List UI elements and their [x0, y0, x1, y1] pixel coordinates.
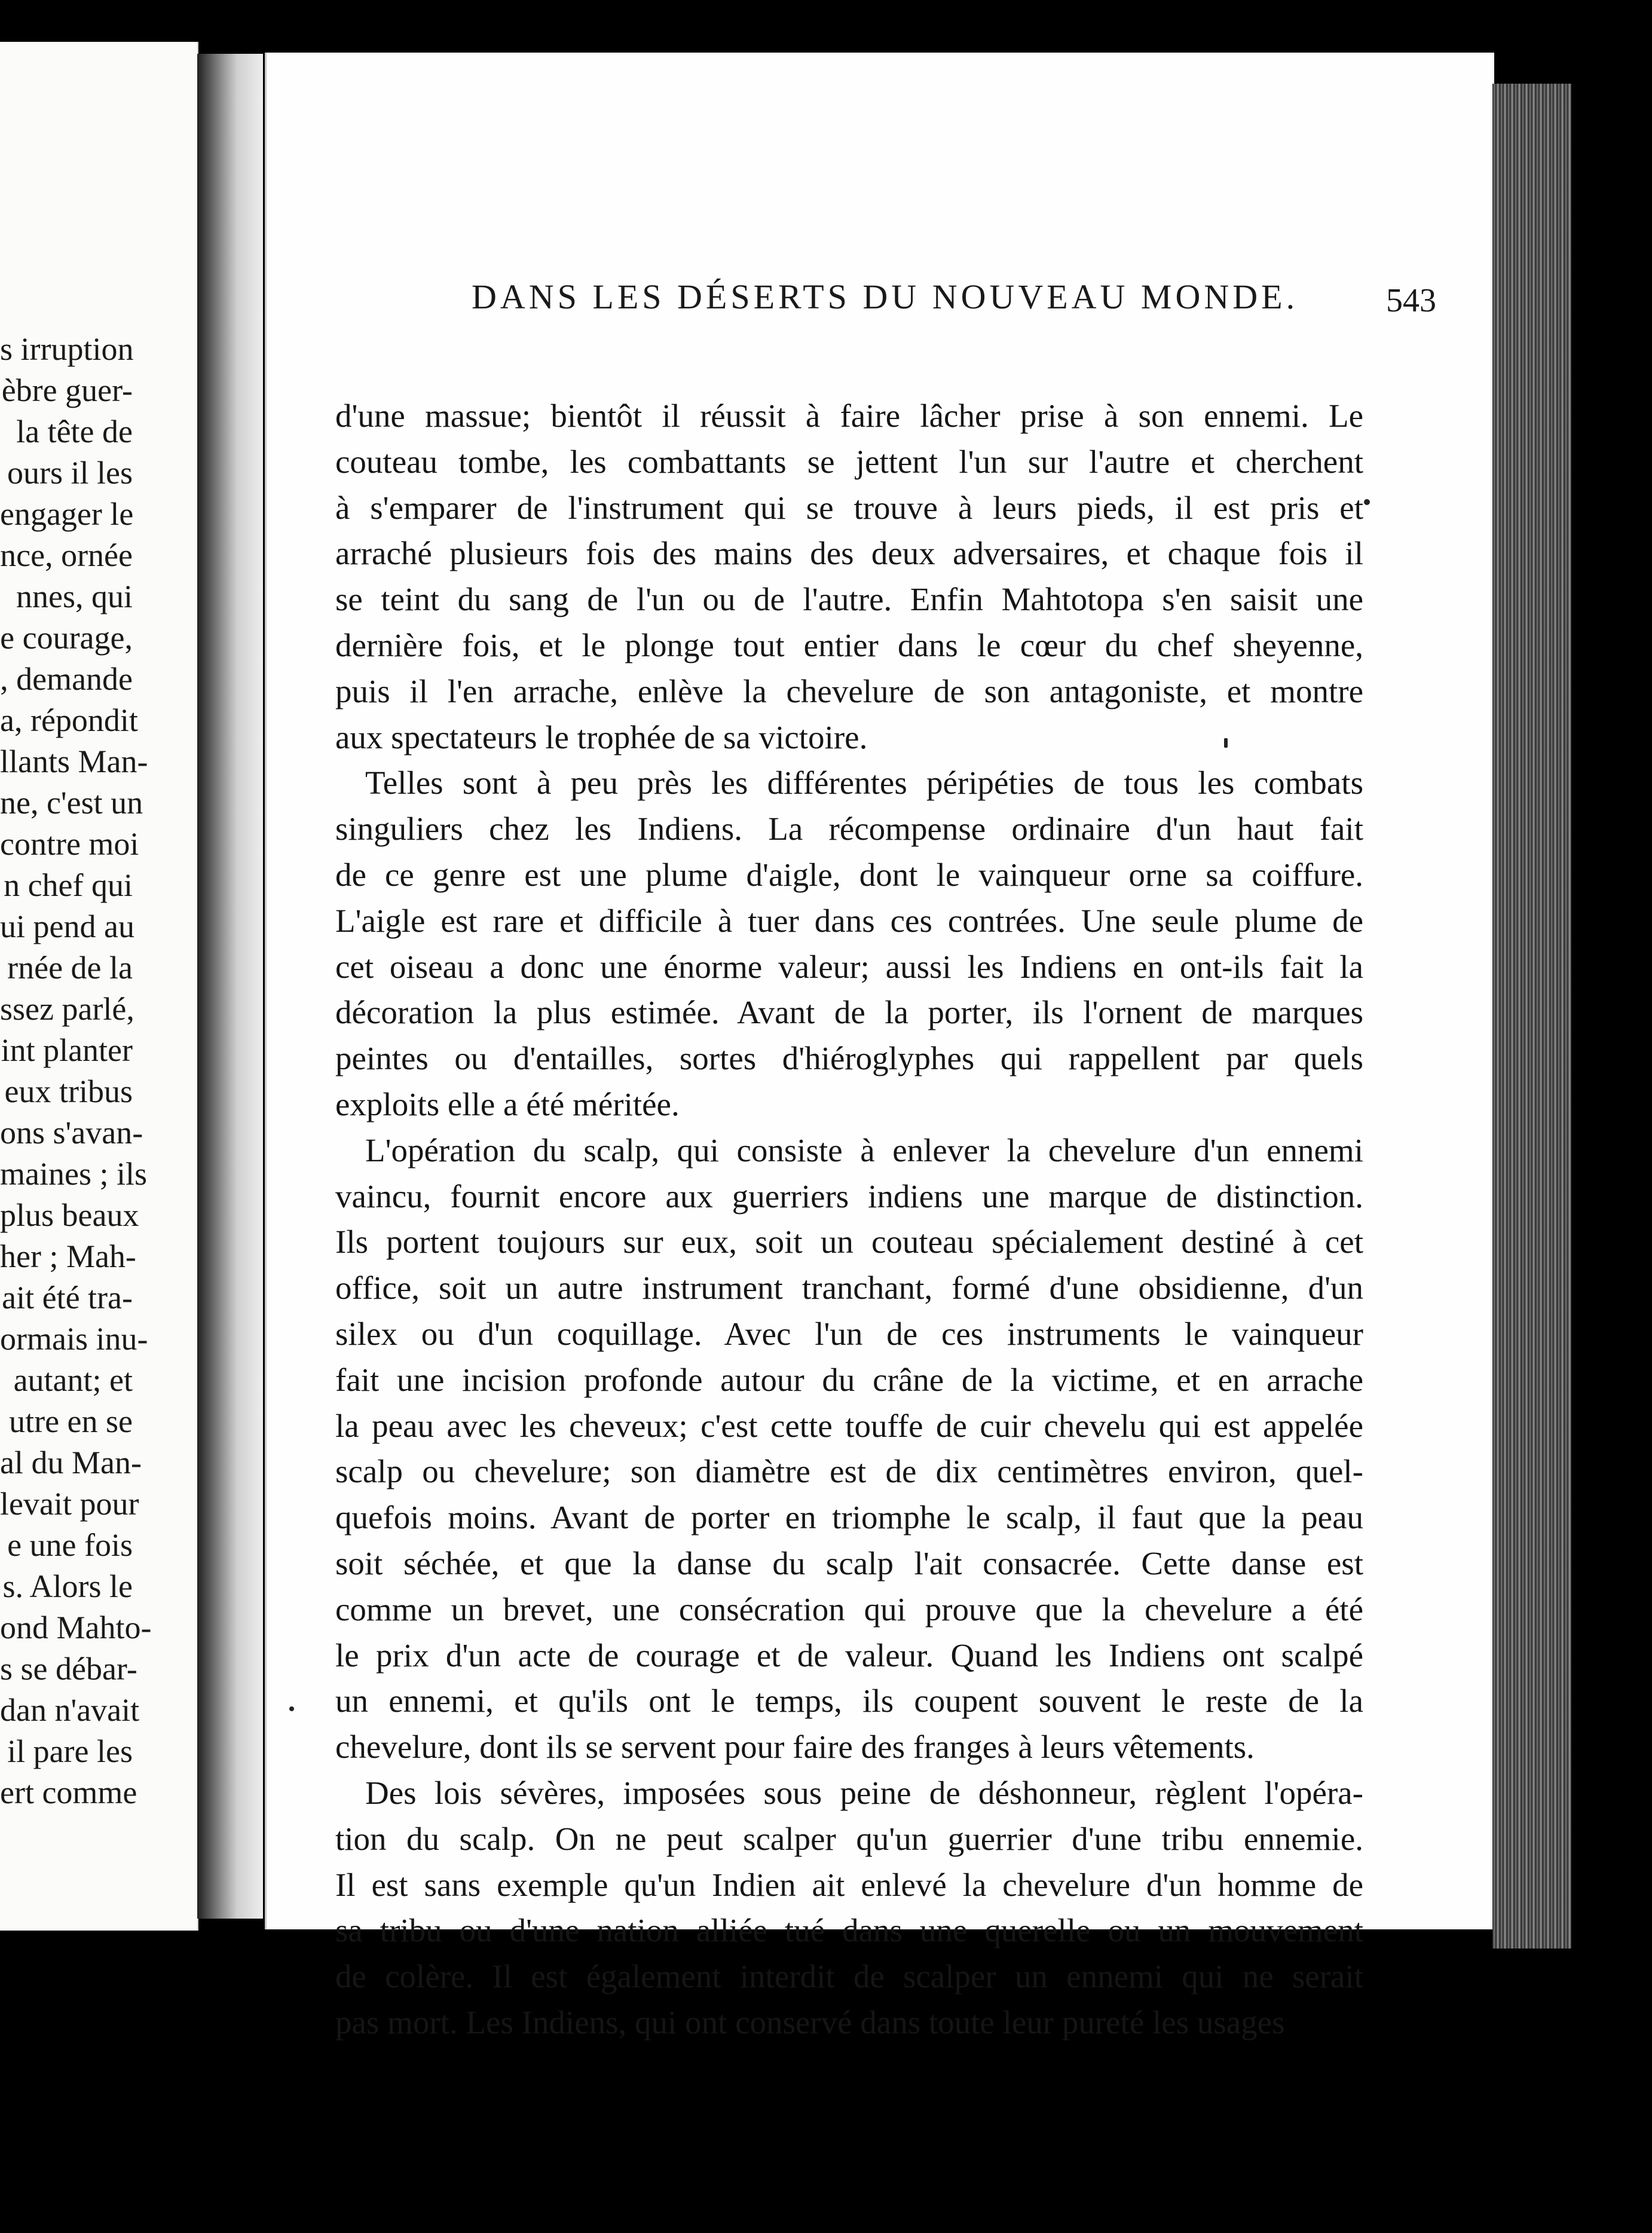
previous-page-line: il pare les — [7, 1733, 133, 1769]
text-line: Il est sans exemple qu'un Indien ait enlevé la chevelure d'un homme de — [335, 1866, 1363, 1903]
previous-page-line: engager le — [0, 496, 134, 532]
previous-page-line: dan n'avait — [0, 1692, 140, 1728]
text-line: aux spectateurs le trophée de sa victoire. — [335, 718, 868, 755]
speck-mark — [289, 1706, 294, 1711]
text-line: de colère. Il est également interdit de scalper un ennemi qui ne serait — [335, 1958, 1363, 1995]
previous-page-line: ons s'avan- — [0, 1115, 143, 1151]
previous-page-line: e une fois — [7, 1527, 133, 1563]
previous-page-line: ormais inu- — [0, 1321, 148, 1357]
text-line: fait une incision profonde autour du crâne de la victime, et en arrache — [335, 1361, 1363, 1398]
previous-page-line: nnes, qui — [16, 579, 133, 614]
text-line: puis il l'en arrache, enlève la chevelure de son antagoniste, et montre — [335, 672, 1363, 709]
page-edges-stack — [1492, 84, 1571, 1948]
previous-page-text — [0, 329, 152, 1813]
text-line: d'une massue; bientôt il réussit à faire lâcher prise à son ennemi. Le — [335, 397, 1363, 434]
paragraph — [335, 393, 1363, 760]
previous-page-line: contre moi — [0, 826, 139, 862]
text-line: vaincu, fournit encore aux guerriers indiens une marque de distinction. — [335, 1177, 1363, 1215]
text-line: scalp ou chevelure; son diamètre est de dix centimètres environ, quel- — [335, 1453, 1363, 1490]
previous-page-line: plus beaux — [0, 1197, 139, 1233]
speck-mark — [1224, 738, 1228, 748]
previous-page-line: s irruption — [0, 331, 134, 367]
speck-mark — [1364, 499, 1370, 505]
text-line: L'opération du scalp, qui consiste à enlever la chevelure d'un ennemi — [365, 1131, 1363, 1168]
text-line: office, soit un autre instrument tranchant, formé d'une obsidienne, d'un — [335, 1270, 1363, 1307]
previous-page-line: rnée de la — [7, 950, 133, 986]
book-gutter-shadow — [197, 54, 263, 1919]
text-line: décoration la plus estimée. Avant de la porter, ils l'ornent de marques — [335, 994, 1363, 1031]
text-line: quefois moins. Avant de porter en triomphe le scalp, il faut que la peau — [335, 1499, 1363, 1536]
previous-page-line: s se débar- — [0, 1651, 137, 1687]
previous-page-line: ait été tra- — [2, 1280, 133, 1316]
text-line: le prix d'un acte de courage et de valeur. Quand les Indiens ont scalpé — [335, 1636, 1363, 1674]
previous-page-fragment — [0, 42, 198, 1931]
previous-page-line: la tête de — [16, 414, 133, 449]
previous-page-line: eux tribus — [4, 1073, 133, 1109]
page — [265, 53, 1494, 2041]
body-text — [335, 393, 1363, 2046]
text-line: singuliers chez les Indiens. La récompense ordinaire d'un haut fait — [335, 810, 1363, 848]
text-line: L'aigle est rare et difficile à tuer dans ces contrées. Une seule plume de — [335, 902, 1363, 939]
text-line: sa tribu ou d'une nation alliée tué dans une querelle ou un mouvement — [335, 1912, 1363, 1949]
previous-page-line: autant; et — [13, 1362, 133, 1398]
running-head: DANS LES DÉSERTS DU NOUVEAU MONDE. — [472, 277, 1299, 316]
previous-page-line: int planter — [1, 1032, 133, 1068]
text-line: Telles sont à peu près les différentes péripéties de tous les combats — [365, 764, 1363, 802]
previous-page-line: ssez parlé, — [0, 991, 134, 1027]
previous-page-line: llants Man- — [0, 744, 148, 779]
previous-page-line: ui pend au — [0, 909, 134, 944]
text-line: peintes ou d'entailles, sortes d'hiéroglyphes qui rappellent par quels — [335, 1040, 1363, 1077]
paragraph — [335, 1128, 1363, 1770]
text-line: tion du scalp. On ne peut scalper qu'un guerrier d'une tribu ennemie. — [335, 1820, 1363, 1857]
text-line: de ce genre est une plume d'aigle, dont le vainqueur orne sa coiffure. — [335, 856, 1363, 893]
previous-page-line: s. Alors le — [2, 1568, 133, 1604]
previous-page-line: maines ; ils — [0, 1156, 147, 1192]
text-line: cet oiseau a donc une énorme valeur; aussi les Indiens en ont-ils fait la — [335, 948, 1363, 985]
text-line: Ils portent toujours sur eux, soit un couteau spécialement destiné à cet — [335, 1223, 1363, 1261]
text-line: pas mort. Les Indiens, qui ont conservé dans toute leur pureté les usages — [335, 2003, 1285, 2041]
text-line: exploits elle a été méritée. — [335, 1085, 680, 1122]
paragraph — [335, 1770, 1363, 2046]
previous-page-line: al du Man- — [0, 1445, 142, 1480]
text-line: couteau tombe, les combattants se jettent l'un sur l'autre et cherchent — [335, 443, 1363, 480]
previous-page-line: utre en se — [9, 1403, 133, 1439]
previous-page-line: ours il les — [7, 455, 133, 491]
previous-page-line: e courage, — [0, 620, 133, 656]
previous-page-line: nce, ornée — [0, 537, 133, 573]
text-line: un ennemi, et qu'ils ont le temps, ils coupent souvent le reste de la — [335, 1683, 1363, 1720]
text-line: se teint du sang de l'un ou de l'autre. Enfin Mahtotopa s'en saisit une — [335, 581, 1363, 618]
previous-page-line: ne, c'est un — [0, 785, 143, 821]
page-number: 543 — [1386, 282, 1436, 319]
text-line: la peau avec les cheveux; c'est cette touffe de cuir chevelu qui est appelée — [335, 1407, 1363, 1444]
text-line: soit séchée, et que la danse du scalp l'ait consacrée. Cette danse est — [335, 1544, 1363, 1582]
previous-page-line: her ; Mah- — [0, 1238, 136, 1274]
previous-page-line: levait pour — [0, 1486, 139, 1522]
text-line: à s'emparer de l'instrument qui se trouve à leurs pieds, il est pris et — [335, 489, 1363, 526]
text-line: chevelure, dont ils se servent pour faire des franges à leurs vêtements. — [335, 1729, 1255, 1766]
previous-page-line: ond Mahto- — [0, 1610, 152, 1645]
previous-page-line: n chef qui — [4, 867, 133, 903]
text-line: silex ou d'un coquillage. Avec l'un de ces instruments le vainqueur — [335, 1315, 1363, 1352]
text-line: Des lois sévères, imposées sous peine de déshonneur, règlent l'opéra- — [365, 1774, 1363, 1811]
previous-page-line: , demande — [0, 661, 133, 697]
previous-page-line: èbre guer- — [1, 372, 133, 408]
text-line: dernière fois, et le plonge tout entier dans le cœur du chef sheyenne, — [335, 626, 1363, 663]
text-line: comme un brevet, une consécration qui prouve que la chevelure a été — [335, 1590, 1363, 1628]
text-line: arraché plusieurs fois des mains des deux adversaires, et chaque fois il — [335, 535, 1363, 572]
paragraph — [335, 760, 1363, 1127]
previous-page-line: ert comme — [0, 1775, 137, 1810]
previous-page-line: a, répondit — [0, 702, 138, 738]
